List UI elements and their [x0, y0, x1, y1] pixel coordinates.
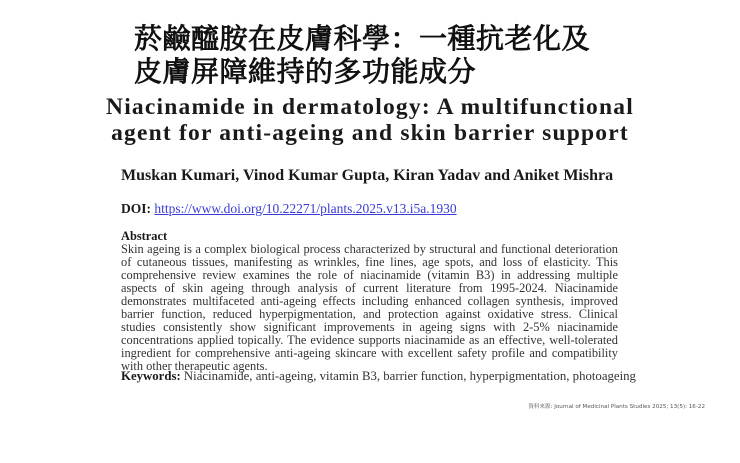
english-title-line-1: Niacinamide in dermatology: A multifunctional [106, 94, 634, 120]
source-citation: 資料來源: Journal of Medicinal Plants Studies 2025; 13(5): 16-22 [528, 404, 705, 410]
author-list: Muskan Kumari, Vinod Kumar Gupta, Kiran Yadav and Aniket Mishra [121, 167, 614, 184]
english-title-line-2: agent for anti-ageing and skin barrier support [111, 120, 629, 146]
abstract-body: Skin ageing is a complex biological process characterized by structural and functional deterioration of cutaneous tissues, manifesting as wrinkles, fine lines, age spots, and loss of elasticity. This comprehensive review examines the role of niacinamide (vitamin B3) in addressing multiple aspects of skin ageing through analysis of current literature from 1995-2024. Niacinamide demonstrates multifaceted anti-ageing effects including enhanced collagen synthesis, improved barrier function, reduced hyperpigmentation, and protection against oxidative stress. Clinical studies consistently show significant improvements in ageing signs with 2-5% niacinamide concentrations applied topically. The evidence supports niacinamide as an effective, well-tolerated ingredient for comprehensive anti-ageing skincare with excellent safety profile and compatibility with other therapeutic agents. [121, 242, 618, 373]
doi-label: DOI: [121, 201, 151, 216]
doi-line [121, 201, 457, 217]
chinese-title-line-1: 菸鹼醯胺在皮膚科學：一種抗老化及 [134, 22, 591, 55]
abstract-section [121, 230, 618, 373]
keywords-value: Niacinamide, anti-ageing, vitamin B3, barrier function, hyperpigmentation, photoageing [180, 369, 636, 383]
abstract-heading: Abstract [121, 229, 168, 243]
doi-link[interactable]: https://www.doi.org/10.22271/plants.2025.v13.i5a.1930 [154, 201, 457, 216]
keywords-label: Keywords: [121, 369, 181, 383]
chinese-title [134, 22, 590, 88]
keywords-line [121, 369, 636, 384]
chinese-title-line-2: 皮膚屏障維持的多功能成分 [134, 55, 477, 88]
english-title [100, 94, 640, 146]
